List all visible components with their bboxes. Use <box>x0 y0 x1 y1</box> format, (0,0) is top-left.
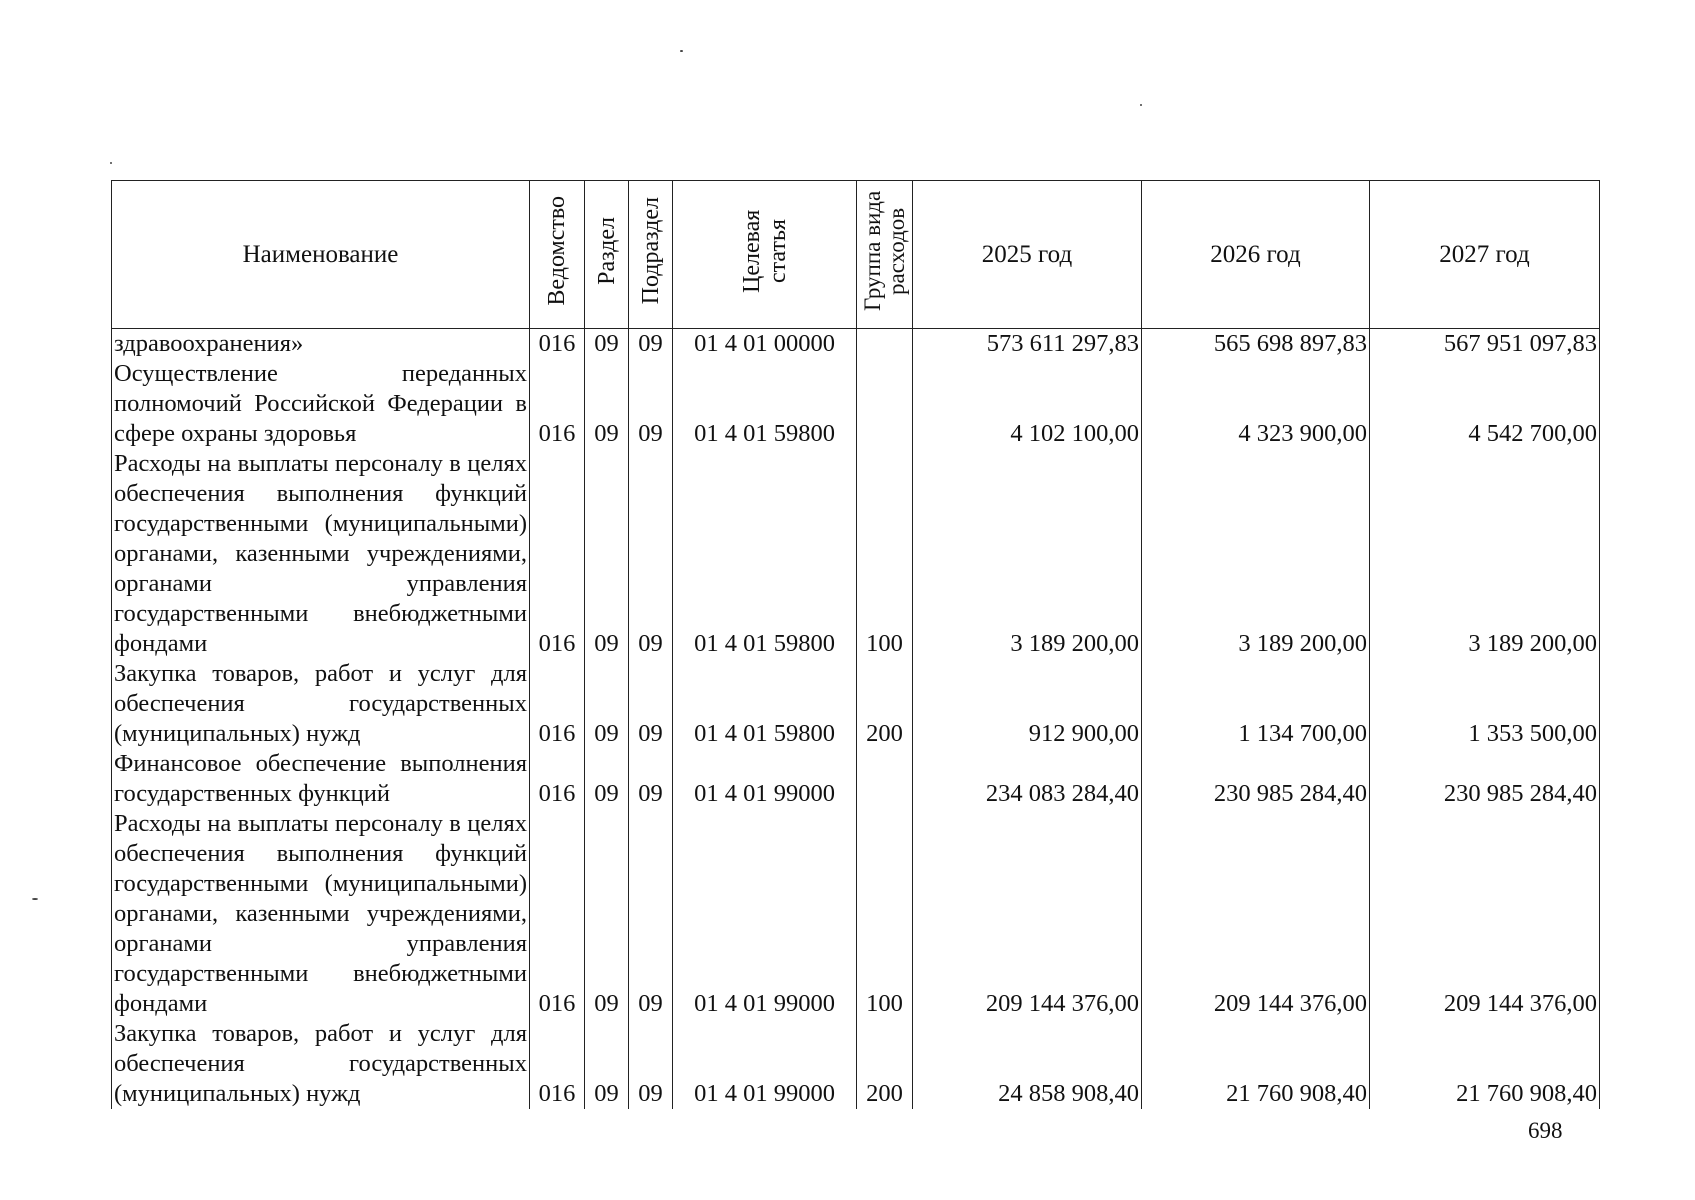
scan-speck <box>110 162 112 164</box>
row-dept: 016 <box>530 809 585 1019</box>
row-name: Закупка товаров, работ и услуг для обеспечения государственных (муниципальных) нужд <box>112 1019 530 1109</box>
header-2025: 2025 год <box>913 181 1142 329</box>
header-name: Наименование <box>112 181 530 329</box>
row-name: Финансовое обеспечение выполнения государственных функций <box>112 749 530 809</box>
row-section: 09 <box>585 359 629 449</box>
row-dept: 016 <box>530 359 585 449</box>
row-subsection: 09 <box>629 809 673 1019</box>
row-2026: 1 134 700,00 <box>1142 659 1370 749</box>
row-subsection: 09 <box>629 1019 673 1109</box>
row-exp-group <box>857 359 913 449</box>
row-target: 01 4 01 59800 <box>673 359 857 449</box>
row-2025: 3 189 200,00 <box>913 449 1142 659</box>
row-2027: 230 985 284,40 <box>1370 749 1600 809</box>
row-target: 01 4 01 59800 <box>673 659 857 749</box>
row-2025: 234 083 284,40 <box>913 749 1142 809</box>
table-row <box>112 659 1600 749</box>
row-exp-group <box>857 749 913 809</box>
row-target: 01 4 01 99000 <box>673 809 857 1019</box>
row-2027: 209 144 376,00 <box>1370 809 1600 1019</box>
table-row <box>112 1019 1600 1109</box>
row-dept: 016 <box>530 329 585 360</box>
row-2027: 3 189 200,00 <box>1370 449 1600 659</box>
row-section: 09 <box>585 1019 629 1109</box>
header-subsection: Подраздел <box>629 181 673 329</box>
row-2025: 24 858 908,40 <box>913 1019 1142 1109</box>
row-exp-group <box>857 329 913 360</box>
row-dept: 016 <box>530 1019 585 1109</box>
row-dept: 016 <box>530 749 585 809</box>
row-2026: 230 985 284,40 <box>1142 749 1370 809</box>
row-2027: 21 760 908,40 <box>1370 1019 1600 1109</box>
row-2026: 209 144 376,00 <box>1142 809 1370 1019</box>
page-number: 698 <box>1528 1118 1563 1143</box>
row-exp-group: 200 <box>857 659 913 749</box>
row-name: Расходы на выплаты персоналу в целях обеспечения выполнения функций государственными (муниципальными) органами, казенными учреждениями, органами управления государственными внебюджетными фондами <box>112 809 530 1019</box>
row-exp-group: 100 <box>857 449 913 659</box>
table-row <box>112 749 1600 809</box>
row-2027: 4 542 700,00 <box>1370 359 1600 449</box>
row-2025: 573 611 297,83 <box>913 329 1142 360</box>
row-target: 01 4 01 99000 <box>673 1019 857 1109</box>
row-2026: 3 189 200,00 <box>1142 449 1370 659</box>
row-2025: 209 144 376,00 <box>913 809 1142 1019</box>
row-section: 09 <box>585 809 629 1019</box>
row-target: 01 4 01 00000 <box>673 329 857 360</box>
row-name: Расходы на выплаты персоналу в целях обеспечения выполнения функций государственными (муниципальными) органами, казенными учреждениями, органами управления государственными внебюджетными фондами <box>112 449 530 659</box>
row-subsection: 09 <box>629 359 673 449</box>
row-target: 01 4 01 59800 <box>673 449 857 659</box>
scan-speck <box>680 50 683 52</box>
row-dept: 016 <box>530 449 585 659</box>
table-row <box>112 809 1600 1019</box>
row-name: Закупка товаров, работ и услуг для обеспечения государственных (муниципальных) нужд <box>112 659 530 749</box>
header-dept: Ведомство <box>530 181 585 329</box>
row-2026: 565 698 897,83 <box>1142 329 1370 360</box>
row-2027: 567 951 097,83 <box>1370 329 1600 360</box>
row-2026: 4 323 900,00 <box>1142 359 1370 449</box>
row-section: 09 <box>585 329 629 360</box>
row-section: 09 <box>585 749 629 809</box>
row-2025: 912 900,00 <box>913 659 1142 749</box>
row-section: 09 <box>585 449 629 659</box>
budget-table <box>111 180 1600 1109</box>
header-2027: 2027 год <box>1370 181 1600 329</box>
scan-speck <box>1140 104 1142 106</box>
row-dept: 016 <box>530 659 585 749</box>
header-target: Целевая статья <box>673 181 857 329</box>
row-subsection: 09 <box>629 449 673 659</box>
header-section: Раздел <box>585 181 629 329</box>
row-exp-group: 200 <box>857 1019 913 1109</box>
row-subsection: 09 <box>629 659 673 749</box>
table-header-row <box>112 181 1600 329</box>
row-name: Осуществление переданных полномочий Российской Федерации в сфере охраны здоровья <box>112 359 530 449</box>
table-row <box>112 329 1600 360</box>
header-exp-group: Группа вида расходов <box>857 181 913 329</box>
row-section: 09 <box>585 659 629 749</box>
row-2027: 1 353 500,00 <box>1370 659 1600 749</box>
row-2025: 4 102 100,00 <box>913 359 1142 449</box>
row-exp-group: 100 <box>857 809 913 1019</box>
row-subsection: 09 <box>629 749 673 809</box>
row-subsection: 09 <box>629 329 673 360</box>
table-row <box>112 449 1600 659</box>
scan-speck <box>32 898 38 900</box>
row-target: 01 4 01 99000 <box>673 749 857 809</box>
header-2026: 2026 год <box>1142 181 1370 329</box>
row-2026: 21 760 908,40 <box>1142 1019 1370 1109</box>
row-name: здравоохранения» <box>112 329 530 360</box>
table-row <box>112 359 1600 449</box>
